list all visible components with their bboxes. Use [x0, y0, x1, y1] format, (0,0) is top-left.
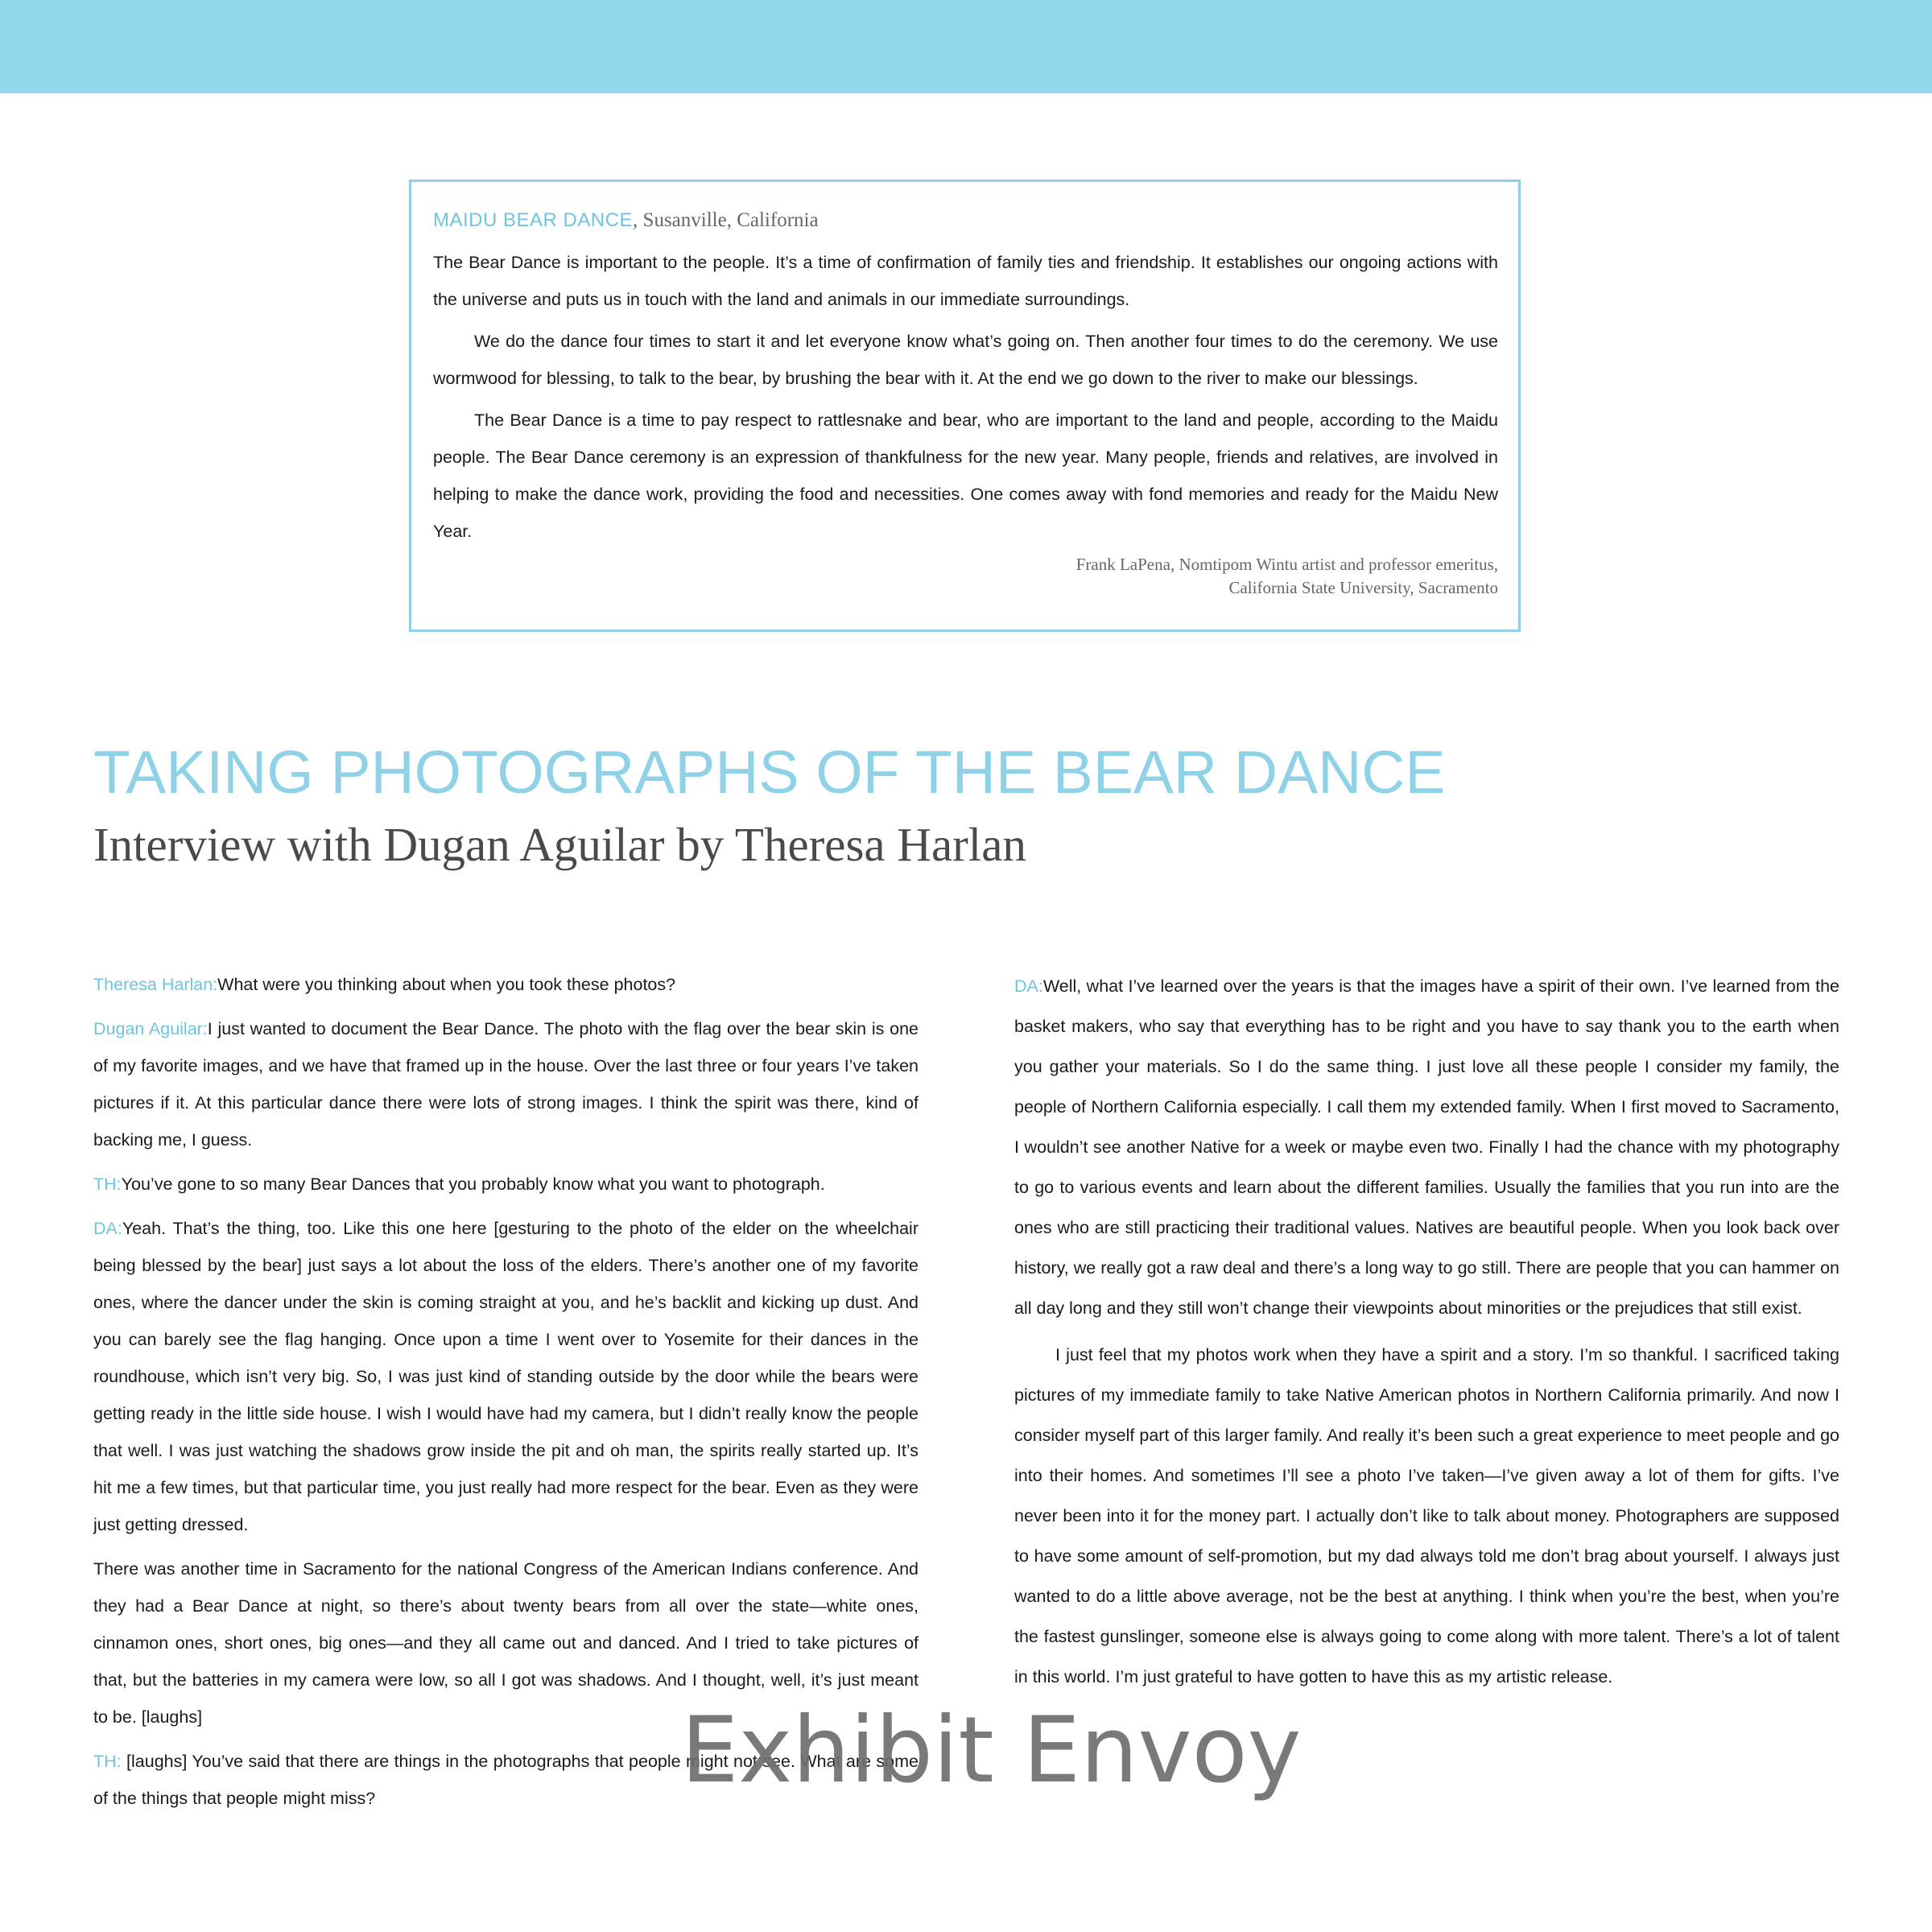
speaker-label: TH:	[93, 1174, 122, 1194]
credit-line: California State University, Sacramento	[1228, 577, 1498, 597]
sidebar-credit	[433, 553, 1498, 600]
right-column	[1014, 966, 1839, 1703]
sidebar-heading	[433, 208, 1498, 234]
paragraph-text: There was another time in Sacramento for the national Congress of the American Indians conference. And they had a Bear Dance at night, so there’s about twenty bears from all over the state—white ones, cinnamon ones, short ones, big ones—and they all came out and danced. And I tried to take pictures of that, but the batteries in my camera were low, so all I got was shadows. And I thought, well, it’s just meant to be. [laughs]	[93, 1559, 919, 1727]
article-title: TAKING PHOTOGRAPHS OF THE BEAR DANCE	[93, 738, 1446, 806]
paragraph-text: I just wanted to document the Bear Dance. The photo with the flag over the bear skin is one of my favorite images, and we have that framed up in the house. Over the last three or four years I’ve taken pictures if it. At this particular dance there were lots of strong images. I think the spirit was there, kind of backing me, I guess.	[93, 1019, 919, 1150]
speaker-label: Theresa Harlan:	[93, 975, 218, 994]
speaker-label: Dugan Aguilar:	[93, 1019, 208, 1038]
article-subtitle: Interview with Dugan Aguilar by Theresa Harlan	[93, 818, 1026, 871]
paragraph-text: Yeah. That’s the thing, too. Like this one here [gesturing to the photo of the elder on the wheelchair being blessed by the bear] just says a lot about the loss of the elders. There’s another one of my favorite ones, where the dancer under the skin is coming straight at you, and he’s backlit and kicking up dust. And you can barely see the flag hanging. Once upon a time I went over to Yosemite for their dances in the roundhouse, which isn’t very big. So, I was just kind of standing outside by the door while the bears were getting ready in the little side house. I wish I would have had my camera, but I didn’t really know the people that well. I was just watching the shadows grow inside the pit and oh man, the spirits really started up. It’s hit me a few times, but that particular time, you just really had more respect for the bear. Even as they were just getting dressed.	[93, 1219, 919, 1534]
paragraph-text: You’ve gone to so many Bear Dances that you probably know what you want to photograph.	[121, 1174, 825, 1194]
speaker-label: DA:	[93, 1219, 122, 1238]
interview-paragraph	[93, 966, 919, 1003]
paragraph-text: I just feel that my photos work when they have a spirit and a story. I’m so thankful. I sacrificed taking pictures of my immediate family to take Native American photos in Northern California primarily. And now I consider myself part of this larger family. And really it’s been such a great experience to meet people and go into their homes. And sometimes I’ll see a photo I’ve taken—I’ve given away a lot of them for gifts. I’ve never been into it for the money part. I actually don’t like to talk about money. Photographers are supposed to have some amount of self-promotion, but my dad always told me don’t brag about yourself. I always just wanted to do a little above average, not be the best at anything. I think when you’re the best, when you’re the fastest gunslinger, someone else is always going to come along with more talent. There’s a lot of talent in this world. I’m just grateful to have gotten to have this as my artistic release.	[1014, 1345, 1839, 1686]
left-column	[93, 966, 919, 1824]
speaker-label: DA:	[1014, 976, 1043, 996]
interview-paragraph	[93, 1210, 919, 1543]
interview-paragraph	[93, 1010, 919, 1158]
sidebar-paragraph: The Bear Dance is important to the people. It’s a time of confirmation of family ties and friendship. It establishes our ongoing actions with the universe and puts us in touch with the land and animals in our immediate surroundings.	[433, 252, 1498, 309]
paragraph-text: What were you thinking about when you took these photos?	[217, 975, 676, 994]
top-color-band	[0, 0, 1932, 93]
paragraph-text: Well, what I’ve learned over the years is that the images have a spirit of their own. I’ve learned from the basket makers, who say that everything has to be right and you have to say thank you to the earth when you gather your materials. So I do the same thing. I just love all these people I consider my family, the people of Northern California especially. I call them my extended family. When I first moved to Sacramento, I wouldn’t see another Native for a week or maybe even two. Finally I had the chance with my photography to go to various events and learn about the different families. Usually the families that you run into are the ones who are still practicing their traditional values. Natives are beautiful people. When you look back over history, we really got a raw deal and there’s a long way to go still. There are people that you can hammer on all day long and they still won’t change their viewpoints about minorities or the prejudices that still exist.	[1014, 976, 1839, 1318]
sidebar-paragraph: The Bear Dance is a time to pay respect to rattlesnake and bear, who are important to the land and people, according to the Maidu people. The Bear Dance ceremony is an expression of thankfulness for the new year. Many people, friends and relatives, are involved in helping to make the dance work, providing the food and necessities. One comes away with fond memories and ready for the Maidu New Year.	[433, 410, 1498, 541]
watermark: Exhibit Envoy	[681, 1697, 1302, 1803]
interview-paragraph	[93, 1166, 919, 1203]
interview-paragraph	[1014, 1335, 1839, 1697]
sidebar-heading-accent: MAIDU BEAR DANCE	[433, 209, 634, 231]
speaker-label: TH:	[93, 1752, 122, 1771]
sidebar-box	[409, 180, 1521, 632]
sidebar-paragraph: We do the dance four times to start it and let everyone know what’s going on. Then another four times to do the ceremony. We use wormwood for blessing, to talk to the bear, by brushing the bear with it. At the end we go down to the river to make our blessings.	[433, 331, 1498, 388]
sidebar-heading-place: , Susanville, California	[633, 209, 819, 231]
paragraph-text: [laughs] You’ve said that there are things in the photographs that people might not see. What are some of the things that people might miss?	[93, 1752, 919, 1808]
interview-paragraph	[1014, 966, 1839, 1328]
credit-line: Frank LaPena, Nomtipom Wintu artist and professor emeritus,	[1075, 554, 1498, 574]
